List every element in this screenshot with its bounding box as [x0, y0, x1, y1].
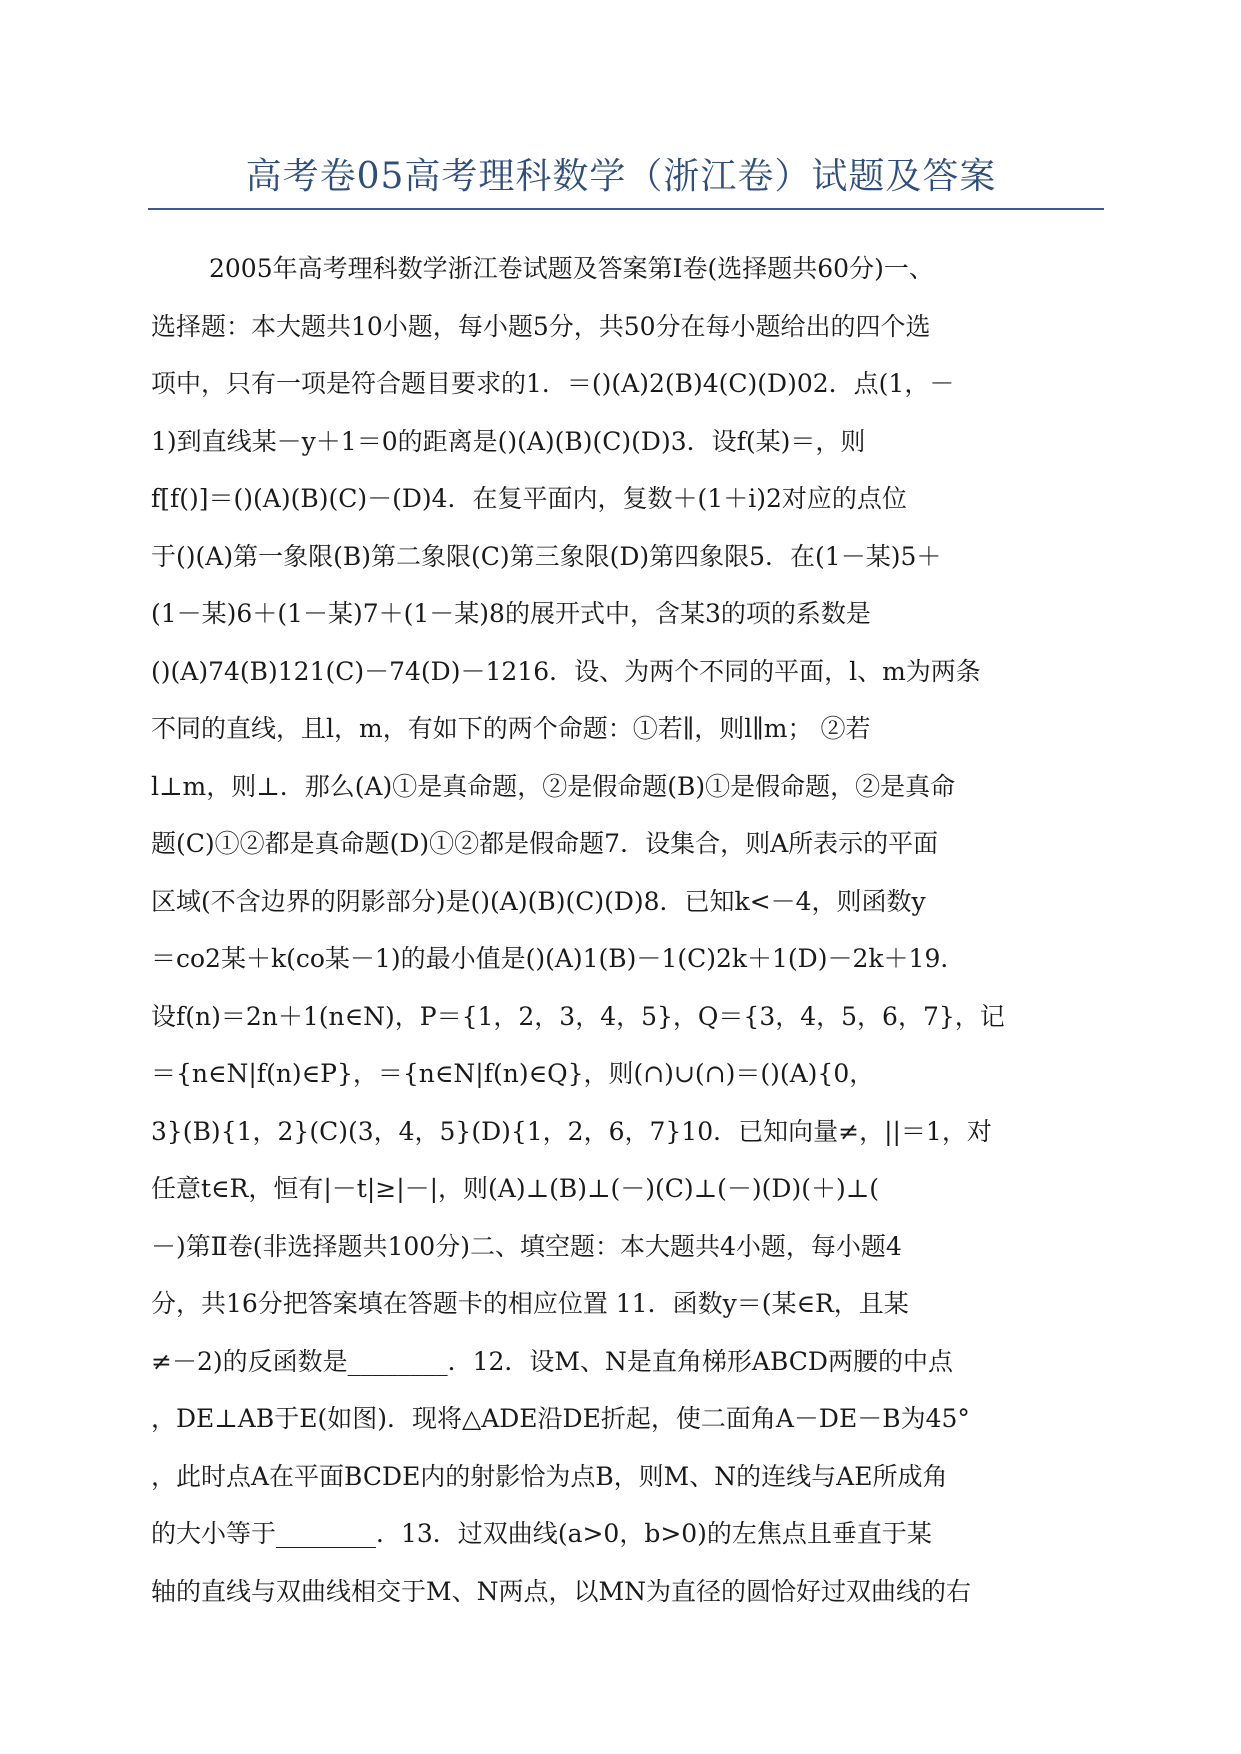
text-line: 项中，只有一项是符合题目要求的1．＝()(A)2(B)4(C)(D)02．点(1，－: [151, 369, 955, 398]
text-line: 不同的直线，且l，m，有如下的两个命题：①若∥，则l∥m； ②若: [151, 714, 871, 743]
document-body: [151, 240, 1095, 1620]
text-line: －)第Ⅱ卷(非选择题共100分)二、填空题：本大题共4小题，每小题4: [151, 1231, 902, 1261]
text-line: 2005年高考理科数学浙江卷试题及答案第Ⅰ卷(选择题共60分)一、: [209, 254, 934, 283]
text-line: 任意t∈R，恒有|－t|≥|－|，则(A)⊥(B)⊥(－)(C)⊥(－)(D)(＋)⊥(: [151, 1174, 880, 1203]
text-line: 1)到直线某－y＋1＝0的距离是()(A)(B)(C)(D)3．设f(某)＝，则: [151, 426, 866, 456]
text-line: ，此时点A在平面BCDE内的射影恰为点B，则M、N的连线与AE所成角: [151, 1461, 948, 1491]
text-line: 轴的直线与双曲线相交于M、N两点，以MN为直径的圆恰好过双曲线的右: [151, 1576, 971, 1606]
text-line: (1－某)6＋(1－某)7＋(1－某)8的展开式中，含某3的项的系数是: [151, 599, 871, 628]
text-line: ，DE⊥AB于E(如图)．现将△ADE沿DE折起，使二面角A－DE－B为45°: [151, 1404, 970, 1433]
text-line: ()(A)74(B)121(C)－74(D)－1216．设、为两个不同的平面，l、m为两条: [151, 656, 981, 686]
text-line: l⊥m，则⊥．那么(A)①是真命题，②是假命题(B)①是假命题，②是真命: [151, 771, 956, 801]
document-title: 高考卷05高考理科数学（浙江卷）试题及答案: [245, 156, 997, 197]
text-line: 分，共16分把答案填在答题卡的相应位置 11．函数y＝(某∈R，且某: [151, 1289, 909, 1318]
text-line: 3}(B){1，2}(C)(3，4，5}(D){1，2，6，7}10．已知向量≠，||＝1，对: [151, 1116, 992, 1146]
text-line: 的大小等于________．13．过双曲线(a>0，b>0)的左焦点且垂直于某: [151, 1519, 932, 1548]
text-line: ＝{n∈N|f(n)∈P}，＝{n∈N|f(n)∈Q}，则(∩)∪(∩)＝()(A){0，: [151, 1059, 875, 1088]
text-line: 设f(n)＝2n＋1(n∈N)，P＝{1，2，3，4，5}，Q＝{3，4，5，6，7}，记: [151, 1001, 1005, 1031]
text-line: 题(C)①②都是真命题(D)①②都是假命题7．设集合，则A所表示的平面: [151, 829, 939, 858]
text-line: f[f()]＝()(A)(B)(C)－(D)4．在复平面内，复数＋(1＋i)2对应的点位: [151, 484, 907, 513]
text-line: ≠－2)的反函数是________．12．设M、N是直角梯形ABCD两腰的中点: [151, 1346, 953, 1376]
text-line: ＝co2某＋k(co某－1)的最小值是()(A)1(B)－1(C)2k＋1(D)－2k＋19．: [151, 944, 966, 973]
text-line: 区域(不含边界的阴影部分)是()(A)(B)(C)(D)8．已知k<－4，则函数y: [151, 886, 926, 916]
title-underline: [148, 208, 1104, 210]
text-line: 选择题：本大题共10小题，每小题5分，共50分在每小题给出的四个选: [151, 311, 931, 341]
text-line: 于()(A)第一象限(B)第二象限(C)第三象限(D)第四象限5．在(1－某)5＋: [151, 541, 942, 571]
